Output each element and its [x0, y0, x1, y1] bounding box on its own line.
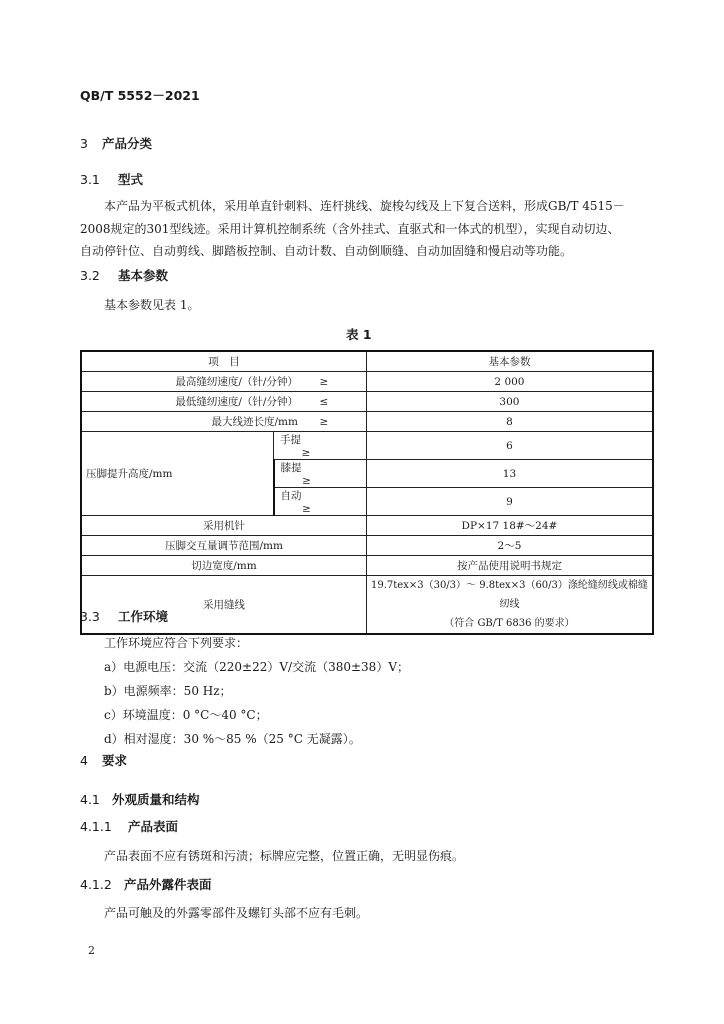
section-number: 3: [80, 136, 88, 151]
item-label: 最大线迹长度/mm: [211, 416, 298, 428]
sub-item-label: 膝提: [280, 462, 302, 474]
section-3-3-heading: [80, 607, 168, 625]
paragraph: 基本参数见表 1。: [104, 298, 200, 312]
item-cell: [81, 392, 366, 412]
sub-item-cell: [274, 460, 367, 488]
sub-item-label: 自动: [280, 490, 302, 502]
table-row: [81, 516, 653, 536]
value-cell: DP×17 18#～24#: [366, 516, 653, 536]
list-item: b）电源频率：50 Hz；: [104, 684, 232, 698]
item-cell: [81, 372, 366, 392]
table-header-row: [81, 351, 653, 372]
section-3-2-heading: [80, 266, 168, 284]
item-label: 最低缝纫速度/（针/分钟）: [175, 396, 298, 408]
value-cell: 13: [366, 460, 653, 488]
value-cell: [366, 576, 653, 635]
table-row: [81, 392, 653, 412]
section-4-heading: [80, 751, 127, 769]
value-cell: 2～5: [366, 536, 653, 556]
section-number: 4: [80, 753, 88, 768]
section-4-1-1-heading: [80, 817, 178, 835]
value-cell: 8: [366, 412, 653, 432]
list-item: d）相对湿度：30 %～85 %（25 °C 无凝露）。: [104, 732, 361, 746]
paragraph: 产品可触及的外露零部件及螺钉头部不应有毛刺。: [104, 906, 369, 920]
table-row: [81, 536, 653, 556]
comparison-symbol: ≥: [319, 416, 329, 428]
comparison-symbol: ≥: [319, 376, 329, 388]
sub-item-cell: [274, 488, 367, 516]
table-title: 表 1: [346, 327, 372, 342]
section-title: 型式: [118, 172, 144, 187]
item-cell: 采用机针: [81, 516, 366, 536]
comparison-symbol: ≥: [302, 503, 311, 515]
value-cell: 300: [366, 392, 653, 412]
header-cell-item: 项 目: [81, 351, 366, 372]
page-number: 2: [88, 944, 95, 957]
section-number: 4.1: [80, 792, 100, 807]
section-title: 产品外露件表面: [124, 877, 212, 892]
paragraph: 产品表面不应有锈斑和污渍；标牌应完整，位置正确，无明显伤痕。: [104, 849, 465, 863]
item-cell: 压脚交互量调节范围/mm: [81, 536, 366, 556]
section-4-1-2-heading: [80, 875, 212, 893]
comparison-symbol: ≥: [302, 475, 311, 487]
comparison-symbol: ≥: [301, 447, 311, 459]
sub-item-cell: [274, 432, 367, 460]
parameters-table: [80, 350, 654, 635]
section-title: 产品表面: [128, 819, 179, 834]
item-cell: 切边宽度/mm: [81, 556, 366, 576]
section-3-1-heading: [80, 170, 143, 188]
paragraph: 工作环境应符合下列要求：: [104, 636, 249, 650]
value-cell: 9: [366, 488, 653, 516]
section-number: 4.1.2: [80, 877, 112, 892]
section-title: 产品分类: [102, 136, 153, 151]
section-title: 基本参数: [118, 268, 169, 283]
section-number: 4.1.1: [80, 819, 112, 834]
comparison-symbol: ≤: [319, 396, 329, 408]
table-row: [81, 556, 653, 576]
section-number: 3.2: [80, 268, 100, 283]
value-cell: 6: [366, 432, 653, 460]
table-row: [81, 412, 653, 432]
section-4-1-heading: [80, 790, 200, 808]
value-cell: 2 000: [366, 372, 653, 392]
section-3-heading: [80, 134, 152, 152]
paragraph-line: 自动停针位、自动剪线、脚踏板控制、自动计数、自动倒顺缝、自动加固缝和慢启动等功能。: [80, 244, 573, 258]
value-line: 19.7tex×3（30/3）～ 9.8tex×3（60/3）涤纶缝纫线或棉缝纫线: [371, 580, 648, 610]
section-number: 3.1: [80, 172, 100, 187]
item-cell: [81, 412, 366, 432]
sub-item-label: 手提: [280, 434, 302, 446]
item-cell: 压脚提升高度/mm: [81, 432, 274, 516]
table-row: [81, 576, 653, 635]
standard-number: QB/T 5552－2021: [80, 88, 200, 103]
list-item: c）环境温度：0 °C～40 °C；: [104, 708, 268, 722]
item-cell: 采用缝线: [81, 576, 366, 635]
value-cell: 按产品使用说明书规定: [366, 556, 653, 576]
section-title: 要求: [102, 753, 128, 768]
paragraph-line: 本产品为平板式机体，采用单直针刺料、连杆挑线、旋梭勾线及上下复合送料，形成GB/T 4515－: [104, 199, 625, 213]
value-line: （符合 GB/T 6836 的要求）: [444, 618, 575, 629]
table-row: [81, 372, 653, 392]
item-label: 最高缝纫速度/（针/分钟）: [175, 376, 298, 388]
paragraph-line: 2008规定的301型线迹。采用计算机控制系统（含外挂式、直驱式和一体式的机型），实现自动切边、: [80, 222, 620, 236]
table-row: [81, 432, 653, 460]
header-cell-value: 基本参数: [366, 351, 653, 372]
section-title: 外观质量和结构: [112, 792, 200, 807]
section-title: 工作环境: [118, 609, 169, 624]
section-number: 3.3: [80, 609, 100, 624]
list-item: a）电源电压：交流（220±22）V/交流（380±38）V；: [104, 660, 409, 674]
